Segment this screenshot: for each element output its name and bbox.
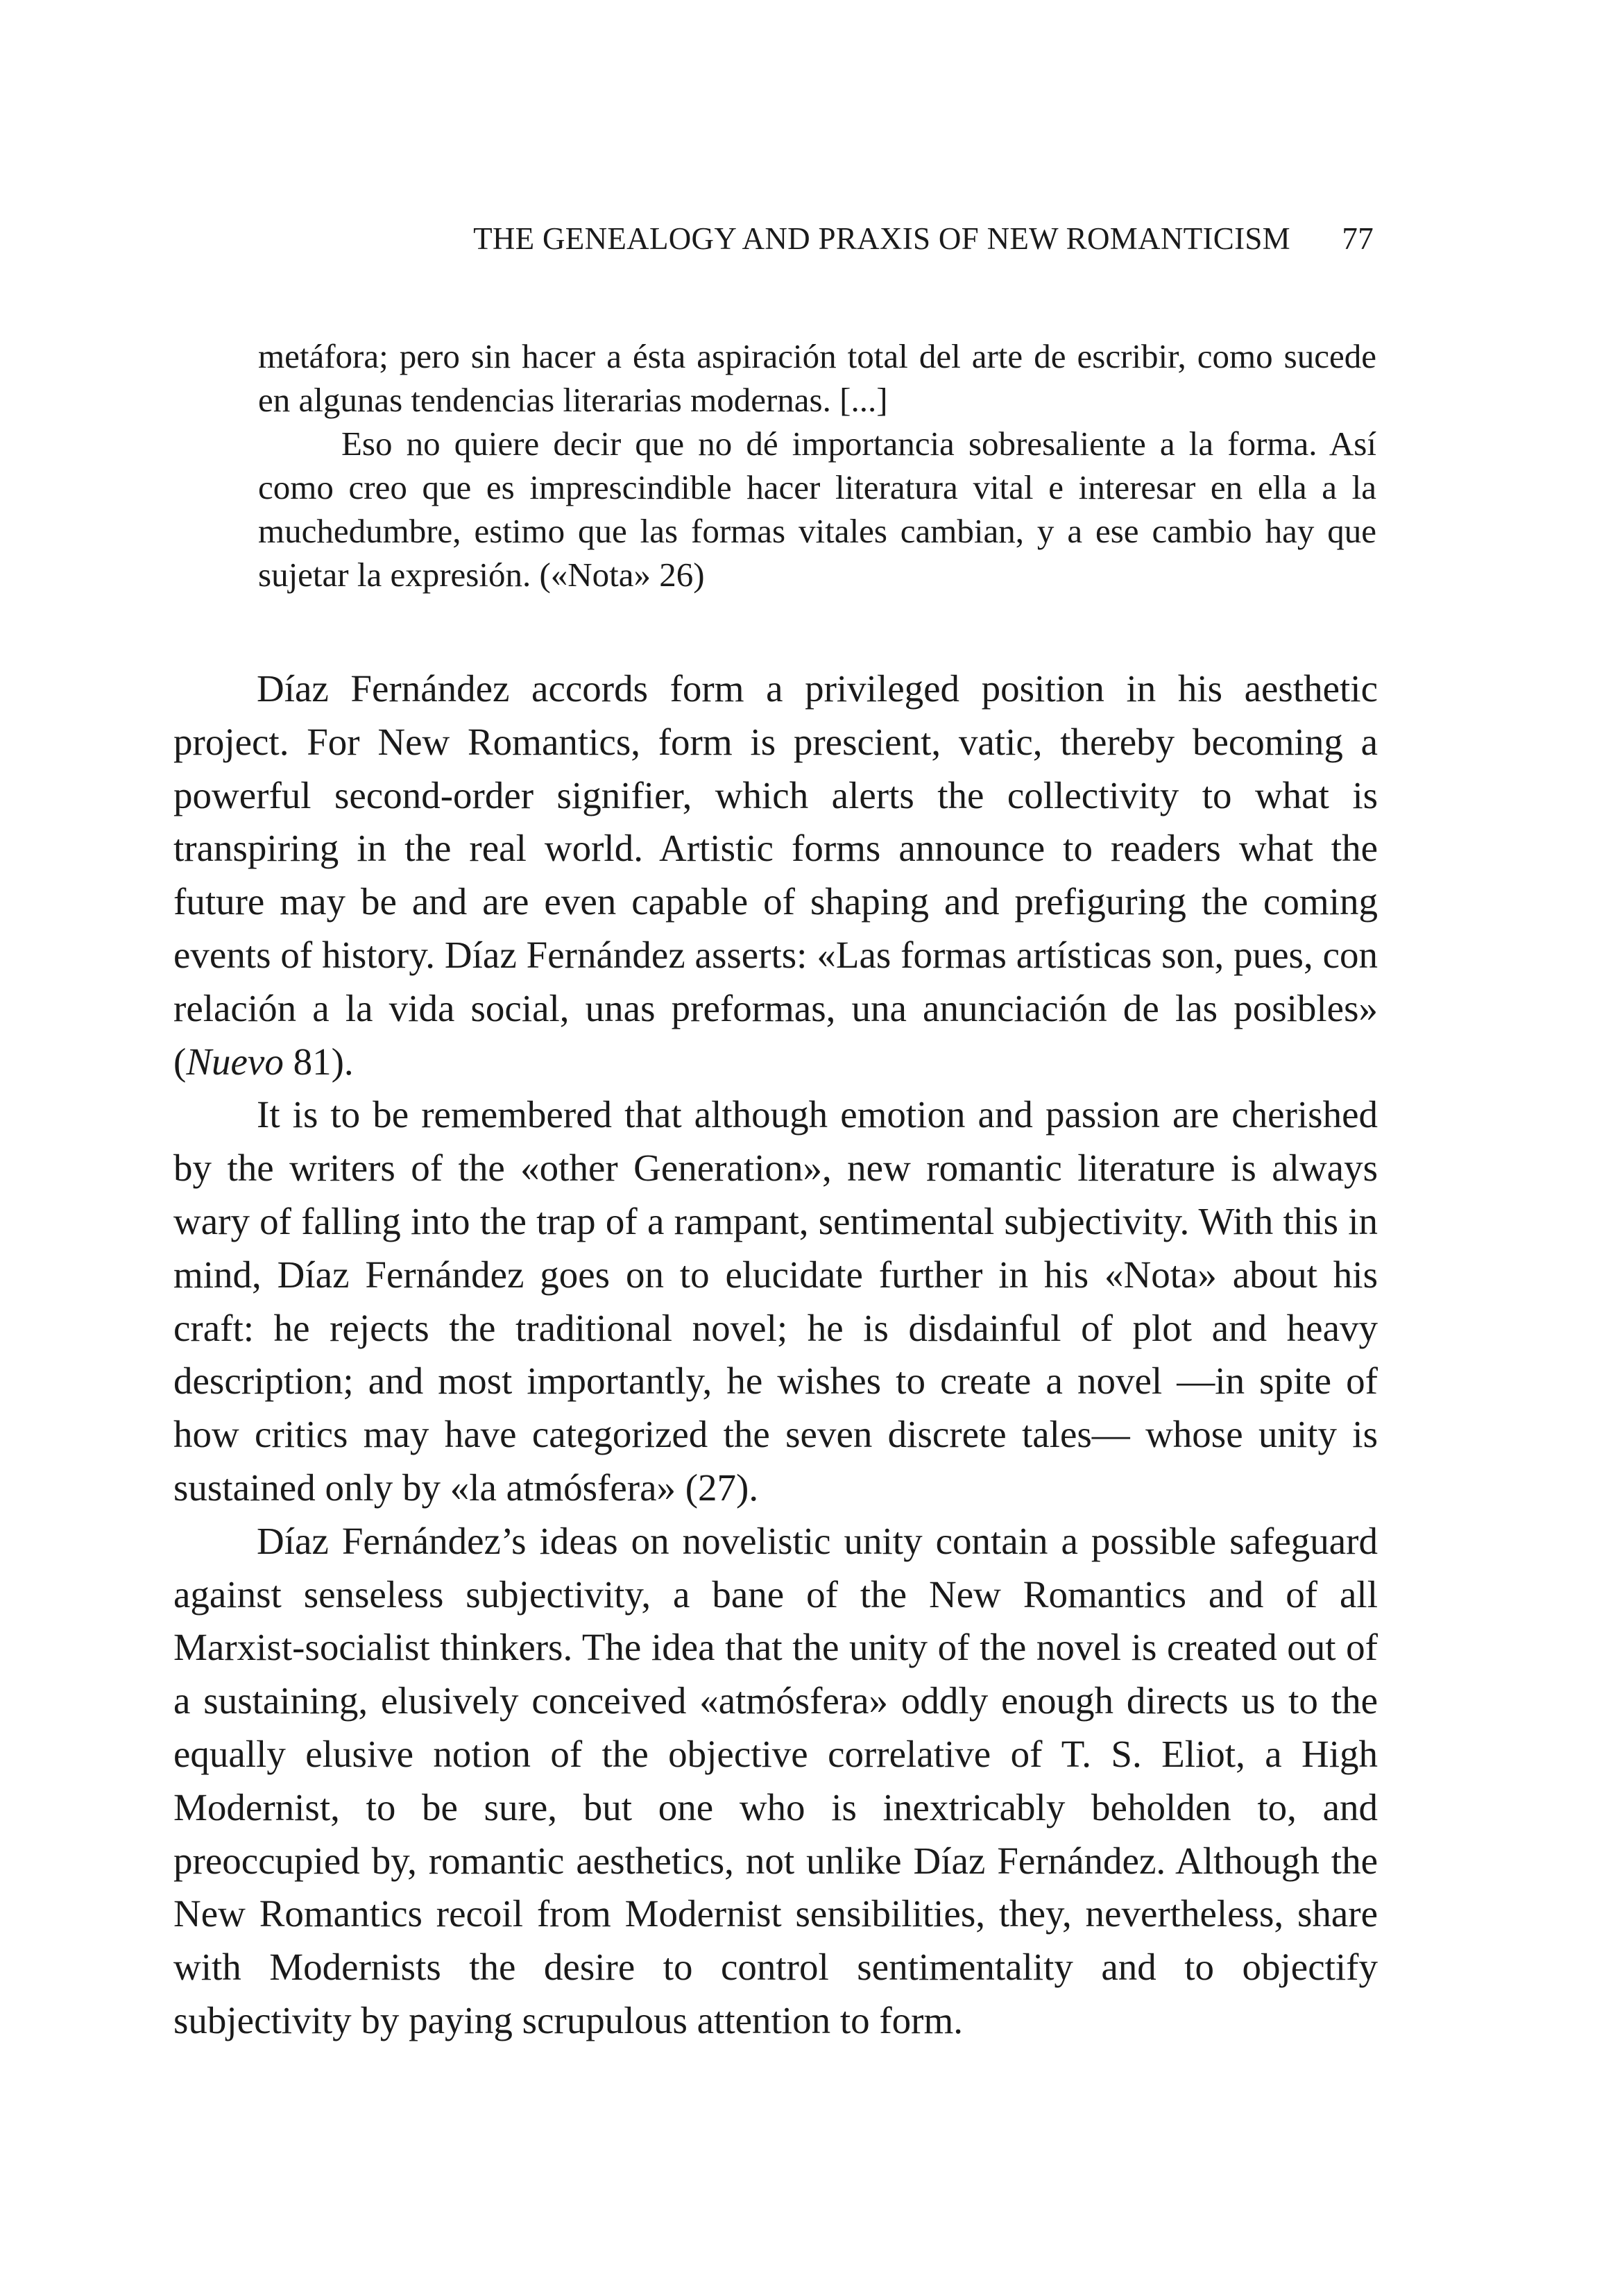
body-paragraph-1-end: 81). [283, 1040, 354, 1083]
page-number: 77 [1342, 221, 1374, 256]
block-quote [258, 334, 1376, 597]
running-head-title: THE GENEALOGY AND PRAXIS OF NEW ROMANTICISM [473, 221, 1290, 256]
body-paragraph-1 [173, 662, 1378, 1088]
body-paragraph-3: Díaz Fernández’s ideas on novelistic unity contain a possible safeguard against senseless subjectivity, a bane of the New Romantics and of all Marxist-socialist thinkers. The idea that the unity of the novel is created out of a sustaining, elusively conceived «atmósfera» oddly enough directs us to the equally elusive notion of the objective correlative of T. S. Eliot, a High Modernist, to be sure, but one who is inextricably beholden to, and preoccupied by, romantic aesthetics, not unlike Díaz Fernández. Although the New Romantics recoil from Modernist sensibilities, they, nevertheless, share with Modernists the desire to control sentimentality and to objectify subjectivity by paying scrupulous attention to form. [173, 1519, 1378, 2041]
quote-paragraph-2: Eso no quiere decir que no dé importancia sobresaliente a la forma. Así como creo que es imprescindible hacer literatura vital e interesar en ella a la muchedumbre, estimo que las formas vitales cambian, y a ese cambio hay que sujetar la expresión. («Nota» 26) [258, 425, 1376, 594]
body-paragraph-2: It is to be remembered that although emotion and passion are cherished by the writers of the «other Generation», new romantic literature is always wary of falling into the trap of a rampant, sentimental subjectivity. With this in mind, Díaz Fernández goes on to elucidate further in his «Nota» about his craft: he rejects the traditional novel; he is disdainful of plot and heavy description; and most importantly, he wishes to create a novel —in spite of how critics may have categorized the seven discrete tales— whose unity is sustained only by «la atmósfera» (27). [173, 1093, 1378, 1509]
quote-paragraph-1: metáfora; pero sin hacer a ésta aspiración total del arte de escribir, como sucede en algunas tendencias literarias modernas. [...] [258, 337, 1376, 419]
body-paragraph-1-text: Díaz Fernández accords form a privileged position in his aesthetic project. For New Romantics, form is prescient, vatic, thereby becoming a powerful second-order signifier, which alerts the collectivity to what is transpiring in the real world. Artistic forms announce to readers what the future may be and are even capable of shaping and prefiguring the coming events of history. Díaz Fernández asserts: «Las formas artísticas son, pues, con relación a la vida social, unas preformas, una anunciación de las posibles» ( [173, 667, 1378, 1083]
nuevo-title: Nuevo [186, 1040, 284, 1083]
body-text [173, 662, 1378, 2048]
